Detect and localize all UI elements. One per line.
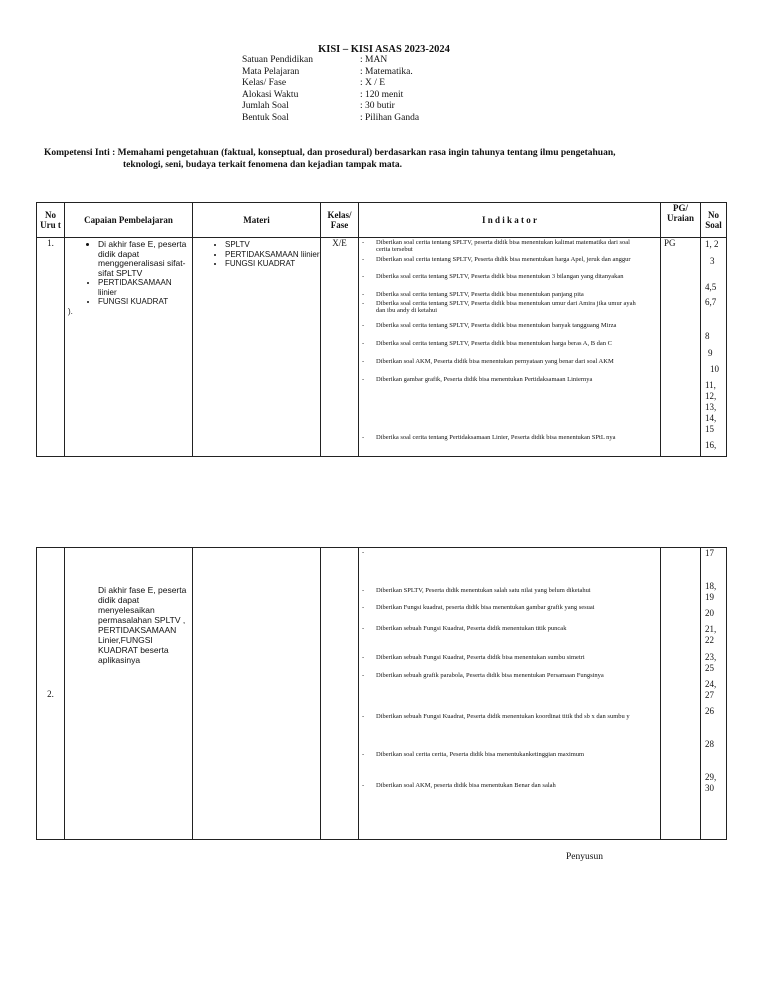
info-value: : Matematika.	[360, 66, 413, 77]
capaian-cell	[65, 548, 193, 840]
soal-number: 6,7	[705, 297, 717, 307]
kisi-table-2	[36, 547, 727, 840]
soal-number: 10	[710, 364, 719, 374]
indicator-item: - Diberikan soal cerita cerita, Peserta didik bisa menentukanketinggian maximum	[362, 751, 585, 758]
header-no-urut: No Uru t	[37, 203, 65, 238]
document-title: KISI – KISI ASAS 2023-2024	[318, 44, 450, 55]
soal-number: 15	[705, 424, 714, 434]
materi-item: • PERTIDAKSAMAAN liinier	[225, 250, 320, 260]
indicator-item: - Diberikan soal cerita tentang SPLTV, peserta didik bisa menentukan kalimat matematika dari soal cerita tersebut	[362, 239, 630, 254]
materi-item: • SPLTV	[225, 240, 320, 250]
row-number: 1.	[37, 238, 65, 457]
header-capaian: Capaian Pembelajaran	[65, 203, 193, 238]
info-label: Alokasi Waktu	[242, 89, 299, 100]
info-label: Bentuk Soal	[242, 112, 289, 123]
soal-number: 28	[705, 739, 714, 749]
pg-cell: PG	[661, 238, 701, 457]
info-row	[242, 90, 419, 102]
no-soal-cell	[701, 548, 727, 840]
capaian-item: Di akhir fase E, peserta didik dapat menyelesaikan permasalahan SPLTV , PERTIDAKSAMAAN Linier,FUNGSI KUADRAT beserta aplikasinya	[98, 585, 187, 665]
indicator-item: - Diberikan sebuah Fungsi Kuadrat, Peserta didik menentukan titik puncak	[362, 625, 567, 632]
soal-number: 8	[705, 331, 710, 341]
no-soal-cell	[701, 238, 727, 457]
soal-number: 25	[705, 663, 714, 673]
soal-number: 14,	[705, 413, 717, 423]
indicator-item: - Diberikan sebuah Fungsi Kuadrat, Peserta didik menentukan koordinat titik thd sb x dan sumbu y	[362, 713, 630, 720]
kompetensi-line-2: teknologi, seni, budaya terkait fenomena dan kejadian tampak mata.	[123, 160, 402, 170]
soal-number: 20	[705, 608, 714, 618]
indicator-item: - Diberikan sebuah grafik parabola, Peserta didik bisa menentukan Persamaan Fungsinya	[362, 672, 604, 679]
identity-block	[242, 55, 419, 124]
row-number-cell	[37, 548, 65, 840]
indicator-item: - Diberika soal cerita tentang SPLTV, Peserta didik bisa menentukan umur dari Amira jika umur ayah dan ibu andy di ketahui	[362, 300, 636, 315]
soal-number: 16,	[705, 440, 717, 450]
indicator-item: - Diberikan soal AKM, Peserta didik bisa menentukan pernyataan yang benar dari soal AKM	[362, 358, 614, 365]
header-materi: Materi	[193, 203, 321, 238]
kompetensi-line-1: Kompetensi Inti : Memahami pengetahuan (faktual, konseptual, dan prosedural) berdasarkan rasa ingin tahunya tentang ilmu pengetahuan,	[44, 148, 616, 158]
header-indikator: I n d i k a t o r	[359, 203, 661, 238]
info-value: : X / E	[360, 78, 386, 88]
materi-cell	[193, 238, 321, 457]
capaian-item: • FUNGSI KUADRAT	[98, 297, 192, 307]
info-label: Kelas/ Fase	[242, 78, 287, 88]
soal-number: 21,	[705, 624, 717, 634]
soal-number: 27	[705, 690, 714, 700]
indicator-item: - Diberikan soal AKM, peserta didik bisa menentukan Benar dan salah	[362, 782, 556, 789]
indicator-item: - Diberikan SPLTV, Peserta didik menentukan salah satu nilai yang belum diketahui	[362, 587, 591, 594]
indicator-item: - Diberika soal cerita tentang Pertidaksamaan Linier, Peserta didik bisa menentukan SPtL nya	[362, 434, 616, 441]
soal-number: 26	[705, 706, 714, 716]
indicator-item: - Diberika soal cerita tentang SPLTV, Peserta didik bisa menentukan banyak tangguang Mirza	[362, 322, 617, 329]
soal-number: 9	[708, 348, 713, 358]
pg-cell	[661, 548, 701, 840]
header-kelas: Kelas/ Fase	[321, 203, 359, 238]
header-no-soal: No Soal	[701, 203, 727, 238]
soal-number: 18,	[705, 581, 717, 591]
indicator-item: - Diberikan soal cerita tentang SPLTV, Peserta didik bisa menentukan harga Apel, jeruk dan anggur	[362, 256, 631, 263]
soal-number: 23,	[705, 652, 717, 662]
soal-number: 13,	[705, 402, 717, 412]
info-value: : Pilihan Ganda	[360, 112, 420, 123]
kisi-table-1	[36, 202, 727, 457]
indicator-item: - Diberika soal cerita tentang SPLTV, Peserta didik bisa menentukan panjang pita	[362, 291, 584, 298]
kelas-cell: X/E	[321, 238, 359, 457]
info-value: : MAN	[360, 55, 388, 65]
soal-number: 22	[705, 635, 714, 645]
info-label: Jumlah Soal	[242, 101, 289, 111]
info-row	[242, 78, 419, 90]
info-label: Satuan Pendidikan	[242, 55, 313, 65]
capaian-item: • Di akhir fase E, peserta didik dapat menggeneralisasi sifat-sifat SPLTV	[98, 240, 192, 278]
signature-label: Penyusun	[566, 852, 603, 862]
kompetensi-inti	[44, 147, 664, 171]
materi-item: • FUNGSI KUADRAT	[225, 259, 320, 269]
header-pg: PG/ Uraian	[661, 203, 701, 238]
capaian-cell	[65, 238, 193, 457]
indicator-item: - Diberikan sebuah Fungsi Kuadrat, Peserta didik bisa menentukan sumbu simetri	[362, 654, 585, 661]
indicator-item: - Diberikan gambar grafik, Peserta didik bisa menentukan Pertidaksamaan Liniernya	[362, 376, 593, 383]
soal-number: 12,	[705, 391, 717, 401]
soal-number: 19	[705, 592, 714, 602]
indicator-item: - Diberika soal cerita tentang SPLTV, Peserta didik bisa menentukan 3 bilangan yang ditanyakan	[362, 273, 624, 280]
kelas-cell	[321, 548, 359, 840]
soal-number: 17	[705, 548, 714, 558]
indicator-item: - Diberikan Fungsi kuadrat, peserta didik bisa menentukan gambar grafik yang sesuai	[362, 604, 595, 611]
soal-number: 4,5	[705, 282, 717, 292]
info-row	[242, 55, 419, 67]
info-row	[242, 67, 419, 79]
indikator-cell	[359, 238, 661, 457]
info-row	[242, 113, 419, 125]
materi-cell	[193, 548, 321, 840]
row-number: 2.	[47, 688, 54, 699]
info-value: : 120 menit	[360, 89, 404, 100]
soal-number: 1, 2	[705, 239, 719, 249]
capaian-tail: ).	[68, 306, 73, 316]
indikator-cell: - - Diberikan SPLTV, Peserta didik menentukan salah satu nilai yang belum diketahui - Diberikan Fungsi kuadrat, peserta didik bisa menentukan gambar grafik yang sesuai - Diberikan sebuah Fungsi Kuadrat, Peserta didik menentukan titik puncak - Diberikan sebuah Fungsi Kuadrat, Peserta didik bisa menentukan sumbu simetri - Diberikan sebuah grafik parabola, Peserta didik bisa menentukan Persamaan Fungsinya - Diberikan sebuah Fungsi Kuadrat, Peserta didik menentukan koordinat titik thd sb x dan sumbu y - Diberikan soal cerita cerita, Peserta didik bisa menentukanketinggian maximum - Diberikan soal AKM, peserta didik bisa menentukan Benar dan salah	[359, 548, 661, 840]
info-row	[242, 101, 419, 113]
soal-number: 30	[705, 783, 714, 793]
capaian-item: • PERTIDAKSAMAAN liinier	[98, 278, 192, 297]
indicator-item: - Diberika soal cerita tentang SPLTV, Peserta didik bisa menentukan harga beras A, B dan C	[362, 340, 612, 347]
soal-number: 29,	[705, 772, 717, 782]
info-value: : 30 butir	[360, 101, 395, 111]
soal-number: 3	[710, 256, 715, 266]
soal-number: 24,	[705, 679, 717, 689]
info-label: Mata Pelajaran	[242, 66, 300, 77]
soal-number: 11,	[705, 380, 716, 390]
